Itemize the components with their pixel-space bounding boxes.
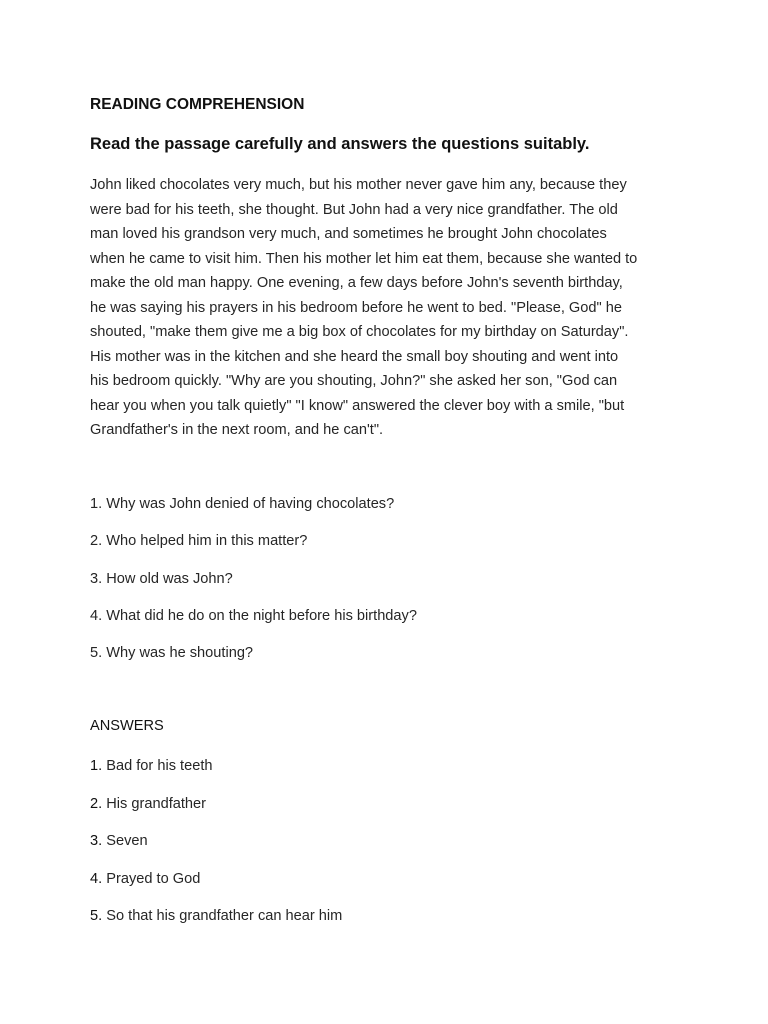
answer-number: 4. — [90, 870, 103, 887]
passage-line: make the old man happy. One evening, a few days before John's seventh birthday, — [90, 275, 623, 291]
document-title: READING COMPREHENSION — [90, 96, 305, 113]
question-item: 4. What did he do on the night before his birthday? — [90, 607, 417, 624]
passage-line: man loved his grandson very much, and sometimes he brought John chocolates — [90, 226, 607, 242]
question-item: 3. How old was John? — [90, 570, 233, 587]
answer-item — [90, 830, 342, 868]
answers-list — [90, 755, 342, 943]
answer-item — [90, 868, 342, 906]
answer-number: 2. — [90, 795, 103, 812]
question-item: 1. Why was John denied of having chocolates? — [90, 496, 395, 512]
passage-line: when he came to visit him. Then his mother let him eat them, because she wanted to — [90, 250, 638, 267]
answer-text: Prayed to God — [106, 870, 201, 887]
answer-text: Seven — [106, 833, 148, 849]
answer-text: So that his grandfather can hear him — [106, 908, 343, 924]
passage-line: Grandfather's in the next room, and he can't". — [90, 422, 384, 438]
questions-list — [90, 493, 417, 679]
instruction-text: Read the passage carefully and answers the questions suitably. — [90, 135, 590, 153]
answer-number: 5. — [90, 908, 103, 924]
passage-line: John liked chocolates very much, but his mother never gave him any, because they — [90, 177, 627, 193]
passage — [90, 173, 690, 443]
passage-line: he was saying his prayers in his bedroom before he went to bed. "Please, God" he — [90, 299, 622, 316]
passage-line: His mother was in the kitchen and she heard the small boy shouting and went into — [90, 348, 619, 365]
answer-text: Bad for his teeth — [106, 758, 213, 774]
passage-line: were bad for his teeth, she thought. But John had a very nice grandfather. The old — [90, 201, 618, 218]
answer-item — [90, 755, 342, 793]
passage-line: hear you when you talk quietly" "I know" answered the clever boy with a smile, "but — [90, 397, 625, 414]
passage-line: shouted, "make them give me a big box of chocolates for my birthday on Saturday". — [90, 324, 629, 340]
question-item: 5. Why was he shouting? — [90, 645, 254, 662]
answers-heading: ANSWERS — [90, 718, 164, 734]
answer-item — [90, 905, 342, 943]
question-item: 2. Who helped him in this matter? — [90, 533, 308, 550]
answer-number: 3. — [90, 833, 103, 849]
answer-text: His grandfather — [106, 795, 207, 812]
answer-item — [90, 793, 342, 831]
answer-number: 1. — [90, 758, 103, 774]
passage-line: his bedroom quickly. "Why are you shouting, John?" she asked her son, "God can — [90, 373, 618, 389]
